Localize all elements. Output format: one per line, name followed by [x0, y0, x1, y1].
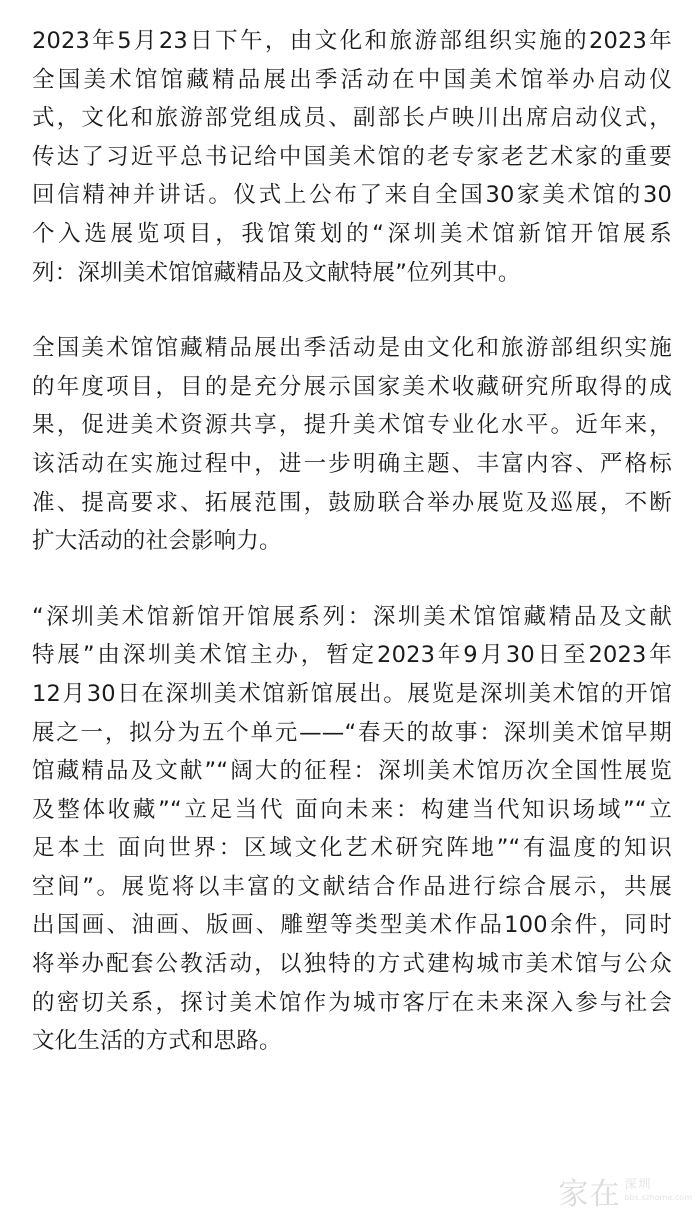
text-line: 传达了习近平总书记给中国美术馆的老专家老艺术家的重要	[32, 143, 672, 170]
text-line: 扩大活动的社会影响力。	[32, 528, 282, 555]
paragraph-3	[32, 598, 672, 1061]
watermark-side	[624, 1178, 692, 1204]
article-body	[32, 22, 672, 1098]
text-line: 列：深圳美术馆馆藏精品及文献特展”位列其中。	[32, 259, 521, 286]
text-line: 式，文化和旅游部党组成员、副部长卢映川出席启动仪式，	[32, 105, 672, 132]
text-line: 及整体收藏”“立足当代 面向未来：构建当代知识场域”“立	[32, 796, 672, 823]
text-line: 文化生活的方式和思路。	[32, 1028, 282, 1055]
text-line: 回信精神并讲话。仪式上公布了来自全国30家美术馆的30	[32, 182, 672, 209]
text-line: 特展”由深圳美术馆主办，暂定2023年9月30日至2023年	[32, 642, 672, 669]
text-line: 的年度项目，目的是充分展示国家美术收藏研究所取得的成	[32, 373, 672, 400]
text-line: 该活动在实施过程中，进一步明确主题、丰富内容、严格标	[32, 450, 672, 477]
text-line: 出国画、油画、版画、雕塑等类型美术作品100余件，同时	[32, 912, 672, 939]
text-line: 个入选展览项目，我馆策划的“深圳美术馆新馆开馆展系	[32, 220, 672, 247]
paragraph-1	[32, 22, 672, 292]
watermark-logo-text: 家在	[558, 1177, 621, 1212]
text-line: 足本土 面向世界：区域文化艺术研究阵地”“有温度的知识	[32, 835, 672, 862]
text-line: 空间”。展览将以丰富的文献结合作品进行综合展示，共展	[32, 873, 672, 900]
text-line: 12月30日在深圳美术馆新馆展出。展览是深圳美术馆的开馆	[32, 680, 672, 707]
text-line: 准、提高要求、拓展范围，鼓励联合举办展览及巡展，不断	[32, 489, 672, 516]
text-line: 全国美术馆馆藏精品展出季活动在中国美术馆举办启动仪	[32, 66, 672, 93]
text-line: 2023年5月23日下午，由文化和旅游部组织实施的2023年	[32, 28, 672, 54]
text-line: 展之一，拟分为五个单元——“春天的故事：深圳美术馆早期	[32, 719, 672, 746]
text-line: “深圳美术馆新馆开馆展系列：深圳美术馆馆藏精品及文献	[32, 603, 672, 630]
paragraph-2	[32, 329, 672, 561]
site-watermark	[558, 1169, 692, 1213]
text-line: 果，促进美术资源共享，提升美术馆专业化水平。近年来，	[32, 412, 672, 439]
text-line: 的密切关系，探讨美术馆作为城市客厅在未来深入参与社会	[32, 989, 672, 1016]
text-line: 馆藏精品及文献”“阔大的征程：深圳美术馆历次全国性展览	[32, 758, 672, 785]
watermark-url: bbs.szhome.com	[624, 1193, 692, 1202]
text-line: 将举办配套公教活动，以独特的方式建构城市美术馆与公众	[32, 951, 672, 978]
watermark-city: 深圳	[624, 1177, 653, 1191]
text-line: 全国美术馆馆藏精品展出季活动是由文化和旅游部组织实施	[32, 335, 672, 362]
